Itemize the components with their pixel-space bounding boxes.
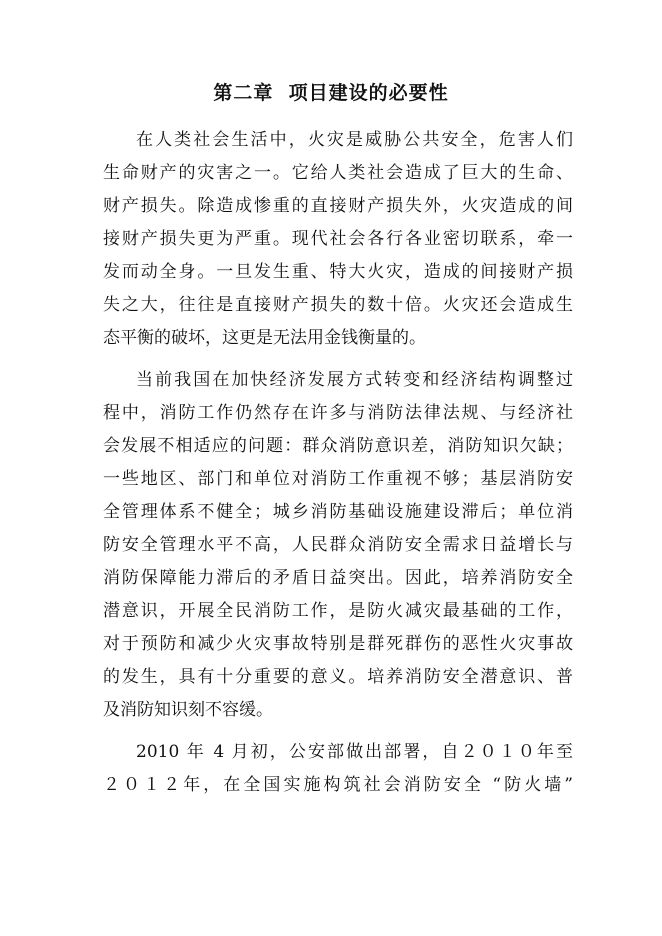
text-line: 当前我国在加快经济发展方式转变和经济结构调整过	[136, 370, 573, 390]
text-line: 全管理体系不健全；城乡消防基础设施建设滞后；单位消	[103, 502, 573, 522]
text-line: 会发展不相适应的问题：群众消防意识差，消防知识欠缺；	[103, 436, 573, 456]
text-line: 2010 年 4 月初，公安部做出部署，自２０１０年至	[136, 742, 573, 762]
text-line: 生命财产的灾害之一。它给人类社会造成了巨大的生命、	[103, 163, 573, 183]
text-line: 潜意识，开展全民消防工作，是防火减灾最基础的工作，	[103, 601, 573, 621]
text-line: 一些地区、部门和单位对消防工作重视不够；基层消防安	[103, 469, 573, 489]
text-line: 发而动全身。一旦发生重、特大火灾，造成的间接财产损	[103, 262, 573, 282]
chapter-title: 第二章 项目建设的必要性	[213, 82, 449, 104]
text-line: 财产损失。除造成惨重的直接财产损失外，火灾造成的间	[103, 196, 573, 216]
text-line: 的发生，具有十分重要的意义。培养消防安全潜意识、普	[103, 667, 573, 687]
text-line: 在人类社会生活中，火灾是威胁公共安全，危害人们	[136, 130, 573, 150]
text-line: ２０１２年，在全国实施构筑社会消防安全 “防火墙”	[103, 775, 573, 795]
text-line: 及消防知识刻不容缓。	[103, 700, 273, 720]
text-line: 消防保障能力滞后的矛盾日益突出。因此，培养消防安全	[103, 568, 573, 588]
text-line: 失之大，往往是直接财产损失的数十倍。火灾还会造成生	[103, 295, 573, 315]
text-line: 接财产损失更为严重。现代社会各行各业密切联系，牵一	[103, 229, 573, 249]
text-line: 态平衡的破坏，这更是无法用金钱衡量的。	[103, 328, 426, 348]
text-line: 防安全管理水平不高，人民群众消防安全需求日益增长与	[103, 535, 573, 555]
text-line: 程中，消防工作仍然存在许多与消防法律法规、与经济社	[103, 403, 573, 423]
text-line: 对于预防和减少火灾事故特别是群死群伤的恶性火灾事故	[103, 634, 573, 654]
